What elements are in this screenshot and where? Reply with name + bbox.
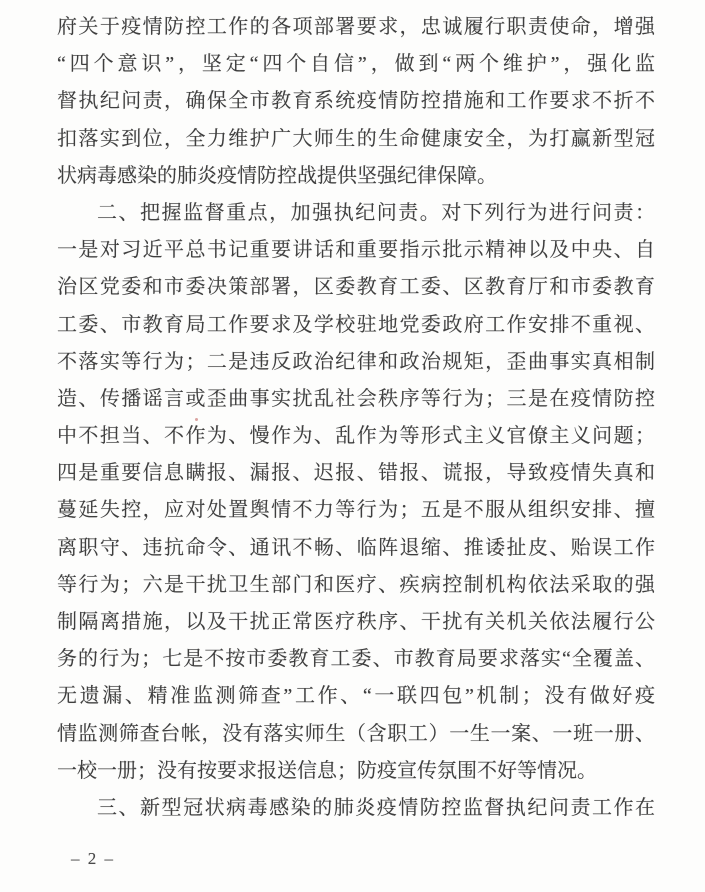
text-line-section-heading: 三、新型冠状病毒感染的肺炎疫情防控监督执纪问责工作在 <box>97 796 655 819</box>
text-line: 府关于疫情防控工作的各项部署要求，忠诚履行职责使命，增强 <box>57 16 655 38</box>
text-line: 督执纪问责，确保全市教育系统疫情防控措施和工作要求不折不 <box>57 90 655 113</box>
text-line: 离职守、违抗命令、通讯不畅、临阵退缩、推诿扯皮、贻误工作 <box>57 536 655 559</box>
text-line: 四是重要信息瞒报、漏报、迟报、错报、谎报，导致疫情失真和 <box>57 462 655 485</box>
page-number: – 2 – <box>71 849 115 868</box>
text-line: 情监测筛查台帐，没有落实师生（含职工）一生一案、一班一册、 <box>57 722 655 745</box>
text-line: 无遗漏、精准监测筛查”工作、“一联四包”机制；没有做好疫 <box>57 685 655 708</box>
text-line: 等行为；六是干扰卫生部门和医疗、疾病控制机构依法采取的强 <box>57 573 655 596</box>
text-line: 工委、市教育局工作要求及学校驻地党委政府工作安排不重视、 <box>57 313 655 336</box>
text-line: 蔓延失控，应对处置舆情不力等行为；五是不服从组织安排、擅 <box>57 499 655 522</box>
text-line: 中不担当、不作为、慢作为、乱作为等形式主义官僚主义问题； <box>57 425 655 448</box>
scan-artifact-dot <box>195 418 198 421</box>
text-line: 扣落实到位，全力维护广大师生的生命健康安全，为打赢新型冠 <box>57 127 655 150</box>
text-line: 造、传播谣言或歪曲事实扰乱社会秩序等行为；三是在疫情防控 <box>57 387 655 410</box>
text-line-section-heading: 二、把握监督重点，加强执纪问责。对下列行为进行问责： <box>97 201 655 224</box>
text-line: “四个意识”，坚定“四个自信”，做到“两个维护”，强化监 <box>57 53 655 76</box>
text-line: 状病毒感染的肺炎疫情防控战提供坚强纪律保障。 <box>57 164 497 187</box>
text-line: 一校一册；没有按要求报送信息；防疫宣传氛围不好等情况。 <box>57 759 597 782</box>
text-line: 制隔离措施，以及干扰正常医疗秩序、干扰有关机关依法履行公 <box>57 611 655 633</box>
text-line: 一是对习近平总书记重要讲话和重要指示批示精神以及中央、自 <box>57 239 655 262</box>
document-text-block <box>57 9 655 827</box>
text-line: 治区党委和市委决策部署，区委教育工委、区教育厅和市委教育 <box>57 276 655 299</box>
text-line: 不落实等行为；二是违反政治纪律和政治规矩，歪曲事实真相制 <box>57 350 655 373</box>
text-line: 务的行为；七是不按市委教育工委、市教育局要求落实“全覆盖、 <box>57 648 655 671</box>
